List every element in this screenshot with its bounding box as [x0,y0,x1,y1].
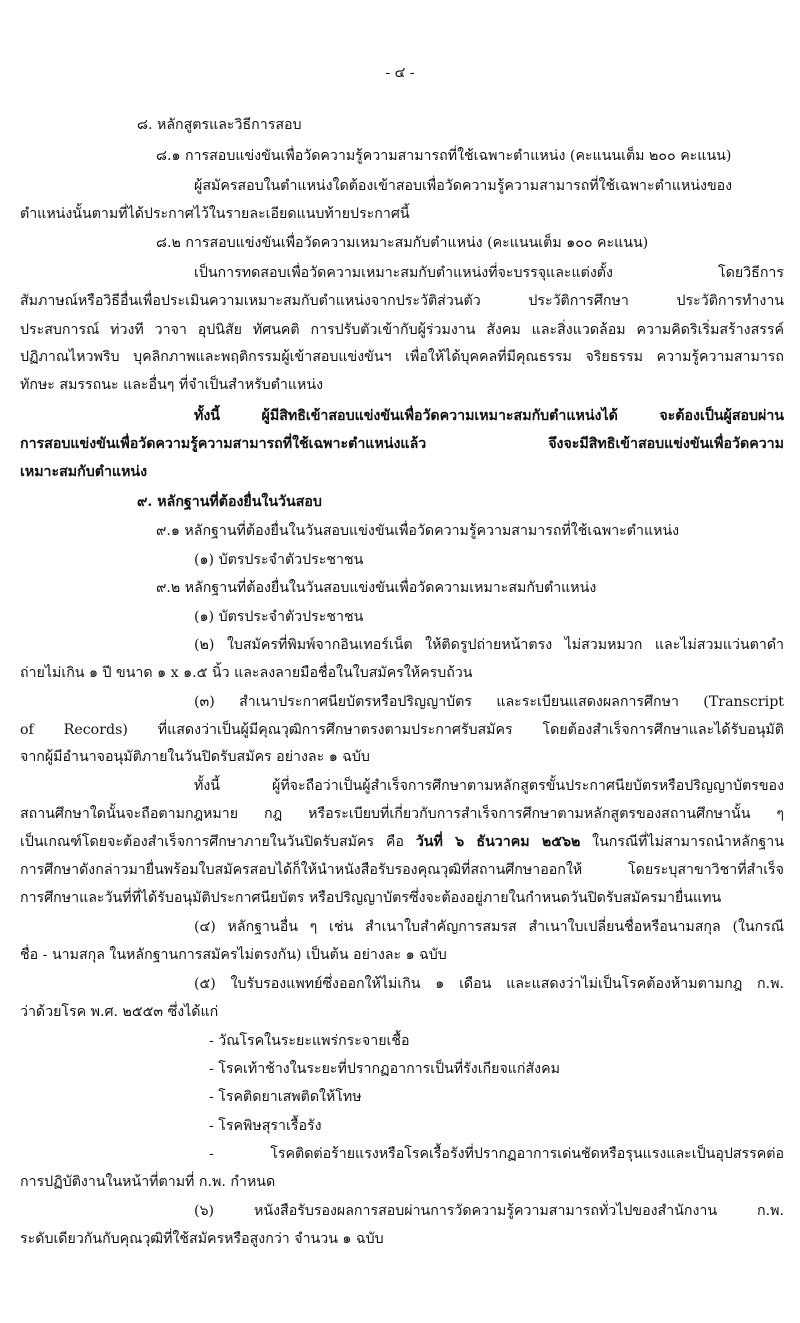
section-8-2-note-line3: เหมาะสมกับตำแหน่ง [20,464,148,480]
section-8-1-body-line2: ตำแหน่งนั้นตามที่ได้ประกาศไว้ในรายละเอียดแนบท้ายประกาศนี้ [20,206,410,222]
section-9-2-item-5-line1: (๕) ใบรับรองแพทย์ซึ่งออกให้ไม่เกิน ๑ เดือน และแสดงว่าไม่เป็นโรคต้องห้ามตามกฎ ก.พ. [194,976,784,992]
section-9-1-item-1: (๑) บัตรประจำตัวประชาชน [194,552,364,568]
section-8-2-title: ๘.๒ การสอบแข่งขันเพื่อวัดความเหมาะสมกับตำแหน่ง (คะแนนเต็ม ๑๐๐ คะแนน) [156,235,649,251]
section-9-2-note-line1: ทั้งนี้ ผู้ที่จะถือว่าเป็นผู้สำเร็จการศึกษาตามหลักสูตรขั้นประกาศนียบัตรหรือปริญญาบัตรของ [194,778,784,794]
section-9-2-item-3-line3: จากผู้มีอำนาจอนุมัติภายในวันปิดรับสมัคร อย่างละ ๑ ฉบับ [20,749,370,765]
section-9-2-item-5-line2: ว่าด้วยโรค พ.ศ. ๒๕๕๓ ซึ่งได้แก่ [20,1004,219,1020]
section-8-2-body-line2: สัมภาษณ์หรือวิธีอื่นเพื่อประเมินความเหมาะสมกับตำแหน่งจากประวัติส่วนตัว ประวัติการศึกษา ประวัติการทำงาน [20,293,784,309]
section-8-1-body-line1: ผู้สมัครสอบในตำแหน่งใดต้องเข้าสอบเพื่อวัดความรู้ความสามารถที่ใช้เฉพาะตำแหน่งของ [194,178,733,194]
section-9-2-item-3-line2: of Records) ที่แสดงว่าเป็นผู้มีคุณวุฒิการศึกษาตรงตามประกาศรับสมัคร โดยต้องสำเร็จการศึกษาและได้รับอนุมัติ [20,722,784,738]
section-8-2-note-line2: การสอบแข่งขันเพื่อวัดความรู้ความสามารถที่ใช้เฉพาะตำแหน่งแล้ว จึงจะมีสิทธิเข้าสอบแข่งขันเพื่อวัดความ [20,436,784,452]
section-9-1-title: ๙.๑ หลักฐานที่ต้องยื่นในวันสอบแข่งขันเพื่อวัดความรู้ความสามารถที่ใช้เฉพาะตำแหน่ง [156,523,680,539]
closing-date: วันที่ ๖ ธันวาคม ๒๕๖๒ [415,834,581,850]
section-9-2-note-line2: สถานศึกษาใดนั้นจะถือตามกฎหมาย กฎ หรือระเบียบที่เกี่ยวกับการสำเร็จการศึกษาตามหลักสูตรของสถานศึกษานั้น ๆ [20,806,784,822]
section-9-2-item-6-line2: ระดับเดียวกันกับคุณวุฒิที่ใช้สมัครหรือสูงกว่า จำนวน ๑ ฉบับ [20,1231,384,1247]
section-8-2-body-line5: ทักษะ สมรรถนะ และอื่นๆ ที่จำเป็นสำหรับตำแหน่ง [20,377,323,393]
page-number: - ๔ - [385,65,415,81]
note-line3-part2: ในกรณีที่ไม่สามารถนำหลักฐาน [580,834,784,850]
section-9-2-item-1: (๑) บัตรประจำตัวประชาชน [194,609,364,625]
section-9-2-item-6-line1: (๖) หนังสือรับรองผลการสอบผ่านการวัดความรู้ความสามารถทั่วไปของสำนักงาน ก.พ. [194,1203,784,1219]
section-9-2-title: ๙.๒ หลักฐานที่ต้องยื่นในวันสอบแข่งขันเพื่อวัดความเหมาะสมกับตำแหน่ง [156,580,597,596]
disease-item-continuation: การปฏิบัติงานในหน้าที่ตามที่ ก.พ. กำหนด [20,1174,276,1190]
section-9-2-item-3-line1: (๓) สำเนาประกาศนียบัตรหรือปริญญาบัตร และระเบียนแสดงผลการศึกษา (Transcript [194,694,784,710]
section-8-2-note-line1: ทั้งนี้ ผู้มีสิทธิเข้าสอบแข่งขันเพื่อวัดความเหมาะสมกับตำแหน่งได้ จะต้องเป็นผู้สอบผ่าน [194,408,784,424]
section-9-2-item-2-line2: ถ่ายไม่เกิน ๑ ปี ขนาด ๑ x ๑.๕ นิ้ว และลงลายมือชื่อในใบสมัครให้ครบถ้วน [20,665,473,681]
section-9-2-item-4-line1: (๔) หลักฐานอื่น ๆ เช่น สำเนาใบสำคัญการสมรส สำเนาใบเปลี่ยนชื่อหรือนามสกุล (ในกรณี [194,919,784,935]
section-9-2-note-line5: การศึกษาและวันที่ที่ได้รับอนุมัติประกาศนียบัตร หรือปริญญาบัตรซึ่งจะต้องอยู่ภายในกำหนดวันปิดรับสมัครมายื่นแทน [20,890,722,906]
disease-item: - โรคเท้าช้างในระยะที่ปรากฏอาการเป็นที่รังเกียจแก่สังคม [209,1061,560,1077]
section-8-heading: ๘. หลักสูตรและวิธีการสอบ [137,117,302,133]
disease-item: - โรคติดต่อร้ายแรงหรือโรคเรื้อรังที่ปรากฏอาการเด่นชัดหรือรุนแรงและเป็นอุปสรรคต่อ [209,1146,784,1162]
note-line3-part1: เป็นเกณฑ์โดยจะต้องสำเร็จการศึกษาภายในวันปิดรับสมัคร คือ [20,834,416,850]
disease-item: - โรคพิษสุราเรื้อรัง [209,1118,322,1134]
section-9-2-note-line3 [20,831,784,853]
section-8-2-body-line1: เป็นการทดสอบเพื่อวัดความเหมาะสมกับตำแหน่งที่จะบรรจุและแต่งตั้ง โดยวิธีการ [194,265,784,281]
section-8-1-title: ๘.๑ การสอบแข่งขันเพื่อวัดความรู้ความสามารถที่ใช้เฉพาะตำแหน่ง (คะแนนเต็ม ๒๐๐ คะแนน) [156,148,732,164]
section-8-2-body-line3: ประสบการณ์ ท่วงที วาจา อุปนิสัย ทัศนคติ การปรับตัวเข้ากับผู้ร่วมงาน สังคม และสิ่งแวดล้อม ความคิดริเริ่มสร้างสรรค์ [20,322,784,338]
section-9-heading: ๙. หลักฐานที่ต้องยื่นในวันสอบ [137,494,322,510]
section-9-2-item-2-line1: (๒) ใบสมัครที่พิมพ์จากอินเทอร์เน็ต ให้ติดรูปถ่ายหน้าตรง ไม่สวมหมวก และไม่สวมแว่นตาดำ [194,637,784,653]
section-9-2-item-4-line2: ชื่อ - นามสกุล ในหลักฐานการสมัครไม่ตรงกัน) เป็นต้น อย่างละ ๑ ฉบับ [20,947,447,963]
disease-item: - วัณโรคในระยะแพร่กระจายเชื้อ [209,1033,410,1049]
section-8-2-body-line4: ปฏิภาณไหวพริบ บุคลิกภาพและพฤติกรรมผู้เข้าสอบแข่งขันฯ เพื่อให้ได้บุคคลที่มีคุณธรรม จริยธรรม ความรู้ความสามารถ [20,349,784,365]
disease-item: - โรคติดยาเสพติดให้โทษ [209,1089,362,1105]
section-9-2-note-line4: การศึกษาดังกล่าวมายื่นพร้อมใบสมัครสอบได้ก็ให้นำหนังสือรับรองคุณวุฒิที่สถานศึกษาออกให้ โดยระบุสาขาวิชาที่สำเร็จ [20,862,784,878]
